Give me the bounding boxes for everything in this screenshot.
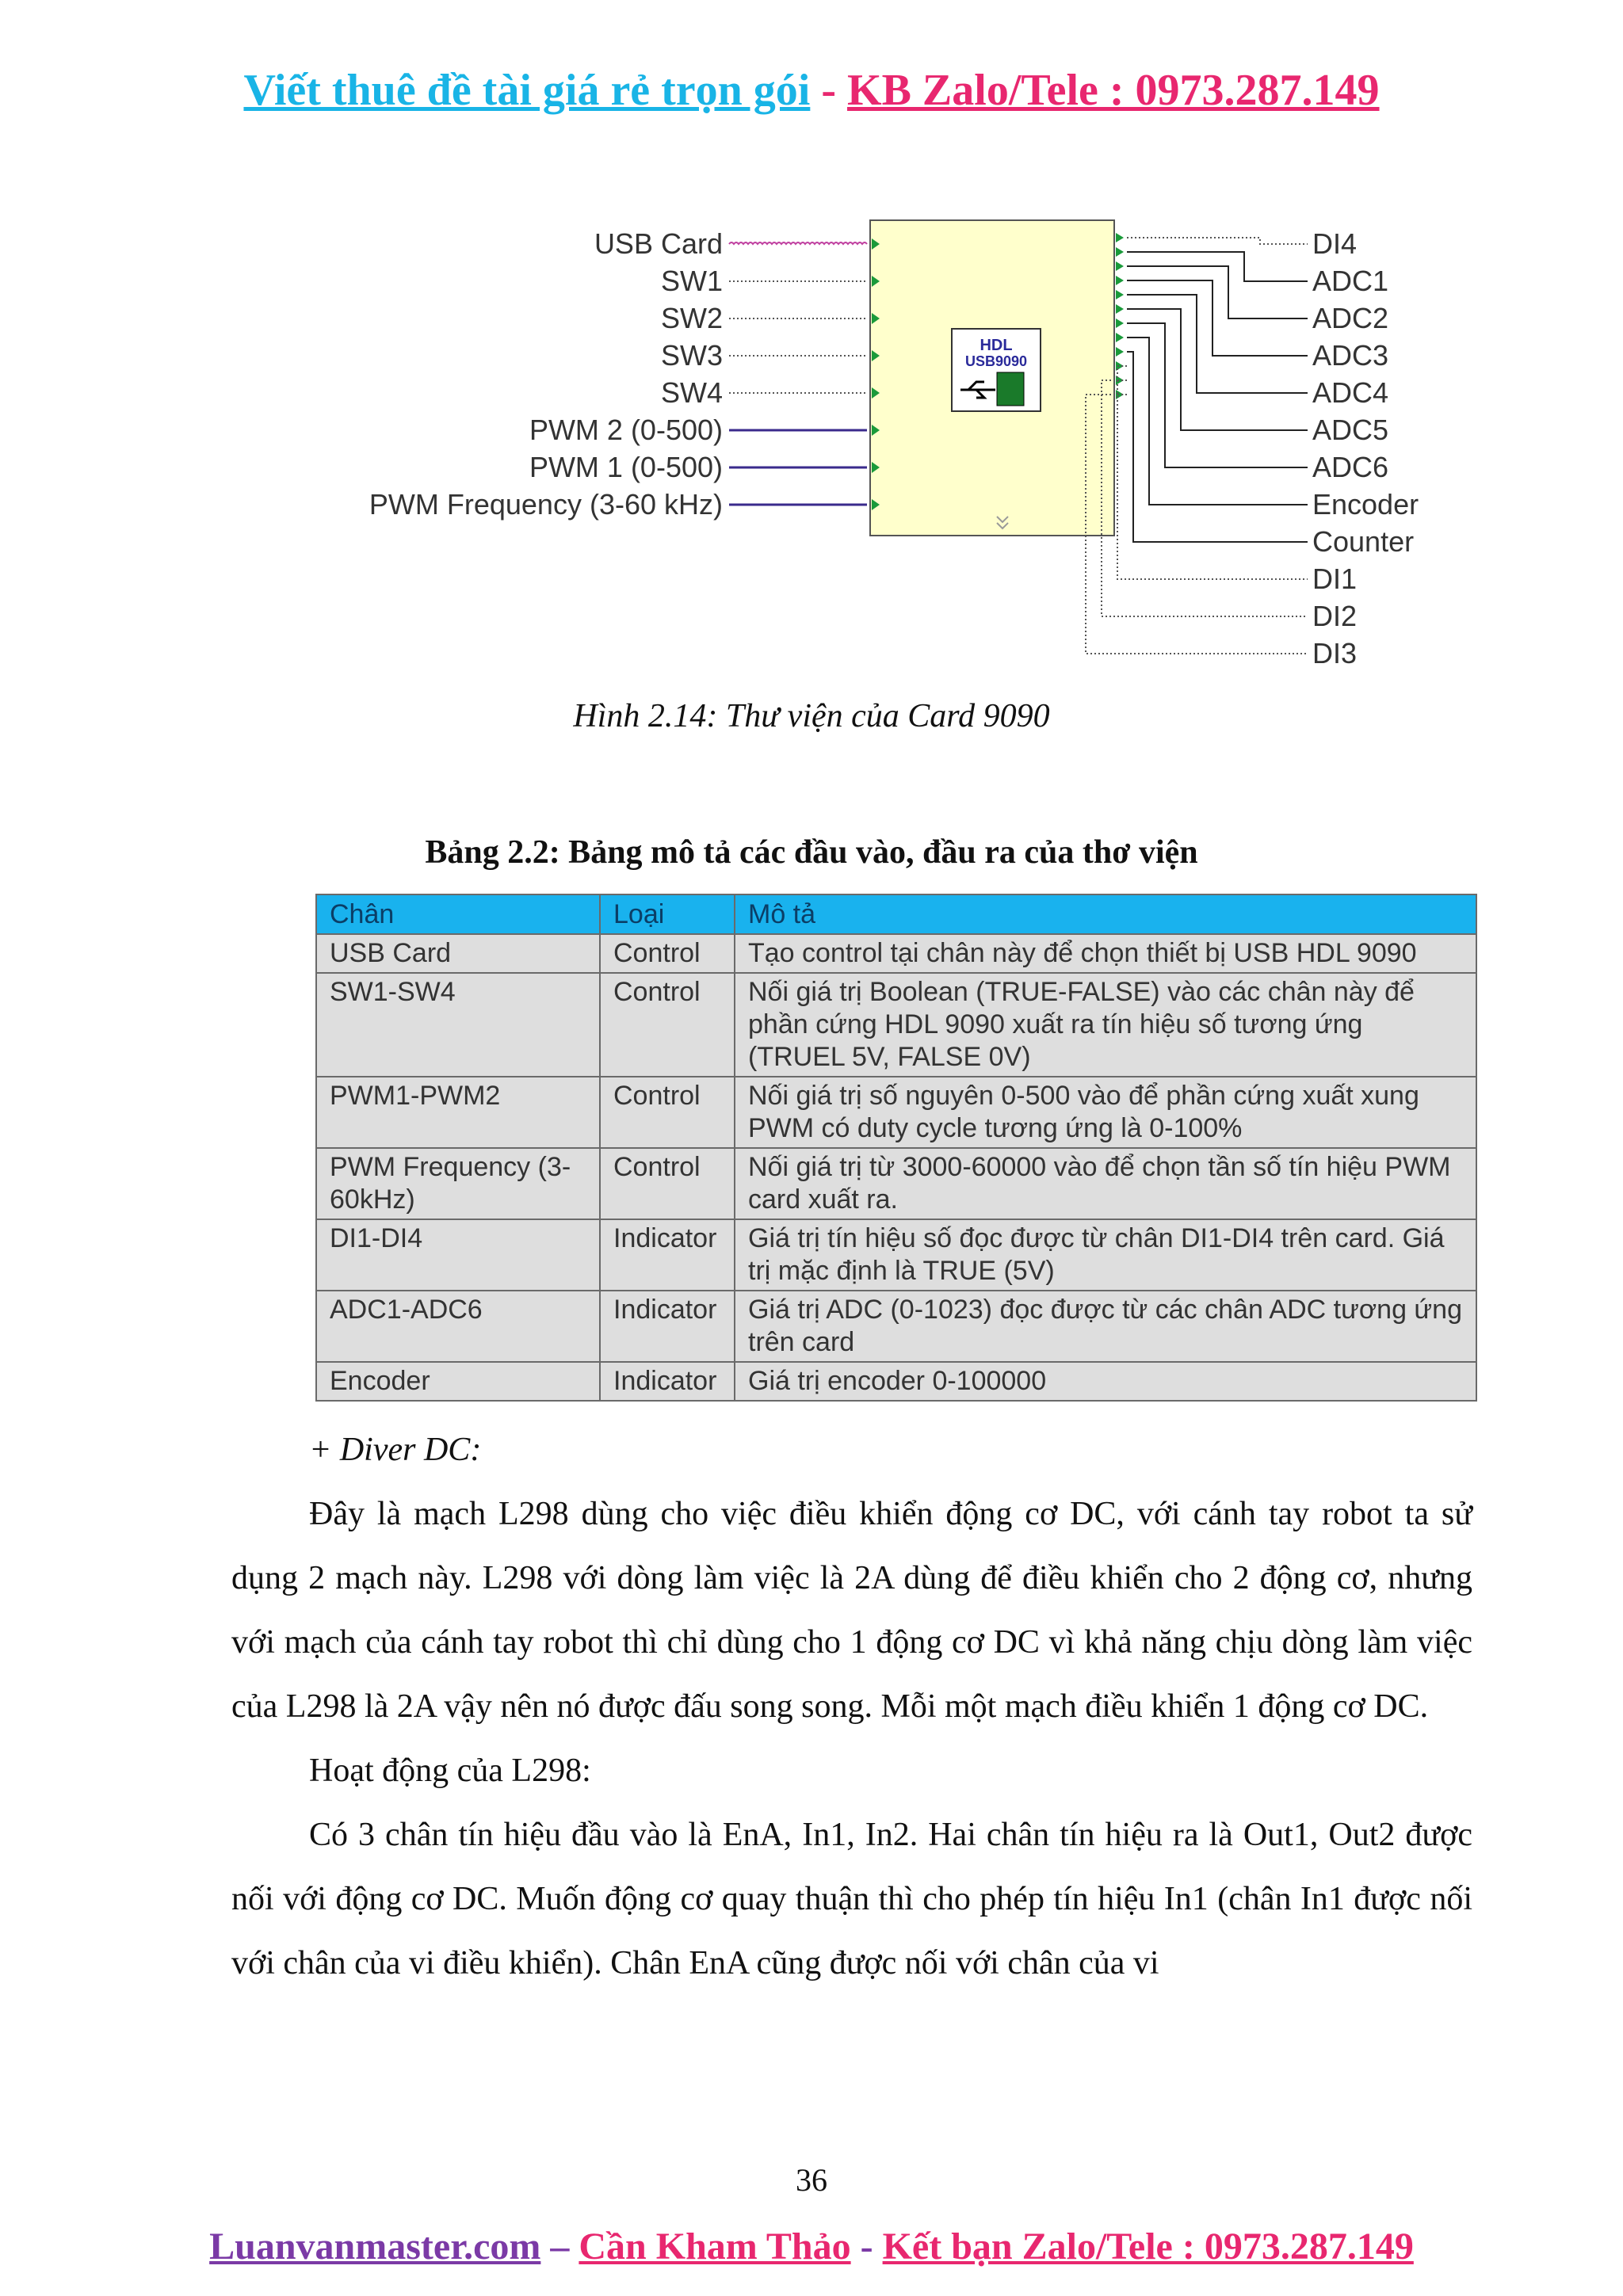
output-labels [1312, 227, 1419, 669]
table-row [316, 1077, 1476, 1148]
output-terminal-arrow [1116, 276, 1124, 285]
table-row [316, 934, 1476, 973]
paragraph: Đây là mạch L298 dùng cho việc điều khiển động cơ DC, với cánh tay robot ta sử dụng 2 mạch này. L298 với dòng làm việc là 2A dùng để điều khiển cho 2 động cơ, nhưng với mạch của cánh tay robot thì chỉ dùng cho 1 động cơ DC vì khả năng chịu dòng làm việc của L298 là 2A vậy nên nó được đấu song song. Mỗi một mạch điều khiển 1 động cơ DC. [231, 1496, 1472, 1725]
table-cell: Nối giá trị Boolean (TRUE-FALSE) vào các chân này để phần cứng HDL 9090 xuất ra tín hiệu số tương ứng (TRUEL 5V, FALSE 0V) [735, 973, 1476, 1077]
column-header: Loại [600, 894, 735, 934]
table-cell: Control [600, 1148, 735, 1219]
output-label: ADC6 [1312, 451, 1389, 483]
output-wire [1127, 338, 1308, 505]
output-terminal-arrow [1116, 247, 1124, 257]
chip-icon [997, 372, 1024, 406]
table-cell: Giá trị tín hiệu số đọc được từ chân DI1-DI4 trên card. Giá trị mặc định là TRUE (5V) [735, 1219, 1476, 1291]
table-cell: Indicator [600, 1219, 735, 1291]
output-label: ADC4 [1312, 376, 1389, 409]
input-label: SW2 [660, 302, 723, 334]
header-link-service[interactable]: Viết thuê đề tài giá rẻ trọn gói [243, 66, 811, 115]
output-wire [1127, 323, 1308, 467]
page-footer [0, 2225, 1623, 2268]
hdl-usb9090-block [870, 220, 1114, 536]
table-cell: ADC1-ADC6 [316, 1291, 600, 1362]
table-cell: Encoder [316, 1362, 600, 1401]
paragraph: Có 3 chân tín hiệu đầu vào là EnA, In1, In2. Hai chân tín hiệu ra là Out1, Out2 được nối với động cơ DC. Muốn động cơ quay thuận thì cho phép tín hiệu In1 (chân In1 được nối với chân của vi điều khiển). Chân EnA cũng được nối với chân của vi [231, 1817, 1472, 1981]
table-row [316, 1291, 1476, 1362]
table-cell: Indicator [600, 1362, 735, 1401]
page-number: 36 [796, 2162, 827, 2198]
output-wire [1127, 238, 1308, 244]
output-label: ADC1 [1312, 265, 1389, 297]
table-cell: Indicator [600, 1291, 735, 1362]
output-terminal-arrow [1116, 304, 1124, 314]
table-cell: Nối giá trị số nguyên 0-500 vào để phần cứng xuất xung PWM có duty cycle tương ứng là 0-100% [735, 1077, 1476, 1148]
output-label: ADC3 [1312, 339, 1389, 372]
output-terminals [1116, 233, 1124, 399]
input-label: SW1 [660, 265, 723, 297]
input-label: PWM 1 (0-500) [529, 451, 723, 483]
header-separator: - [810, 66, 848, 115]
input-label: PWM 2 (0-500) [529, 414, 723, 446]
table-cell: SW1-SW4 [316, 973, 600, 1077]
column-header: Mô tả [735, 894, 1476, 934]
table-cell: Control [600, 934, 735, 973]
footer-link-contact[interactable]: Kết bạn Zalo/Tele : 0973.287.149 [882, 2225, 1414, 2267]
table-row [316, 1362, 1476, 1401]
table-title: Bảng 2.2: Bảng mô tả các đầu vào, đầu ra của thơ viện [425, 834, 1198, 871]
table-cell: USB Card [316, 934, 600, 973]
input-label: USB Card [594, 227, 723, 260]
table-cell: PWM1-PWM2 [316, 1077, 600, 1148]
paragraph-subheading: + Diver DC: [309, 1432, 482, 1468]
block-label-usb9090: USB9090 [964, 353, 1028, 369]
output-label: ADC5 [1312, 414, 1389, 446]
output-terminal-arrow [1116, 333, 1124, 342]
output-label: Counter [1312, 525, 1415, 558]
body-text [231, 1418, 1472, 1996]
output-label: DI1 [1312, 563, 1358, 595]
pin-description-table [315, 894, 1477, 1402]
table-cell: Tạo control tại chân này để chọn thiết bị USB HDL 9090 [735, 934, 1476, 973]
input-label: PWM Frequency (3-60 kHz) [369, 488, 723, 521]
paragraph: Hoạt động của L298: [309, 1753, 591, 1789]
table-cell: Giá trị ADC (0-1023) đọc được từ các chân ADC tương ứng trên card [735, 1291, 1476, 1362]
header-link-contact[interactable]: KB Zalo/Tele : 0973.287.149 [847, 66, 1380, 115]
output-wire [1127, 266, 1308, 318]
output-terminal-arrow [1116, 347, 1124, 357]
footer-separator: - [850, 2225, 883, 2267]
table-header-row [316, 894, 1476, 934]
table-row [316, 973, 1476, 1077]
output-wire [1127, 309, 1308, 430]
input-wires [729, 242, 867, 505]
table-cell: Control [600, 1077, 735, 1148]
output-wires [1086, 238, 1308, 654]
table-cell: Control [600, 973, 735, 1077]
output-terminal-arrow [1116, 318, 1124, 328]
footer-separator: – [540, 2225, 579, 2267]
output-terminal-arrow [1116, 261, 1124, 271]
figure-caption: Hình 2.14: Thư viện của Card 9090 [573, 698, 1050, 734]
input-wire [729, 242, 867, 244]
output-label: Encoder [1312, 488, 1419, 521]
output-label: ADC2 [1312, 302, 1389, 334]
output-terminal-arrow [1116, 290, 1124, 299]
output-wire [1127, 352, 1308, 542]
table-cell: DI1-DI4 [316, 1219, 600, 1291]
input-labels [369, 227, 723, 521]
column-header: Chân [316, 894, 600, 934]
block-label-hdl: HDL [980, 337, 1013, 354]
table-row [316, 1148, 1476, 1219]
input-label: SW3 [660, 339, 723, 372]
card-9090-library-diagram [357, 214, 1434, 681]
output-wire [1117, 366, 1308, 579]
footer-link-site[interactable]: Luanvanmaster.com [209, 2225, 541, 2267]
footer-link-name[interactable]: Cần Kham Thảo [579, 2225, 851, 2267]
table-row [316, 1219, 1476, 1291]
output-terminal-arrow [1116, 233, 1124, 242]
table-cell: Nối giá trị từ 3000-60000 vào để chọn tần số tín hiệu PWM card xuất ra. [735, 1148, 1476, 1219]
table-cell: PWM Frequency (3-60kHz) [316, 1148, 600, 1219]
input-label: SW4 [660, 376, 723, 409]
page-header [0, 65, 1623, 116]
output-wire [1086, 395, 1308, 654]
output-label: DI4 [1312, 227, 1358, 260]
output-label: DI3 [1312, 637, 1358, 669]
table-cell: Giá trị encoder 0-100000 [735, 1362, 1476, 1401]
output-label: DI2 [1312, 600, 1358, 632]
